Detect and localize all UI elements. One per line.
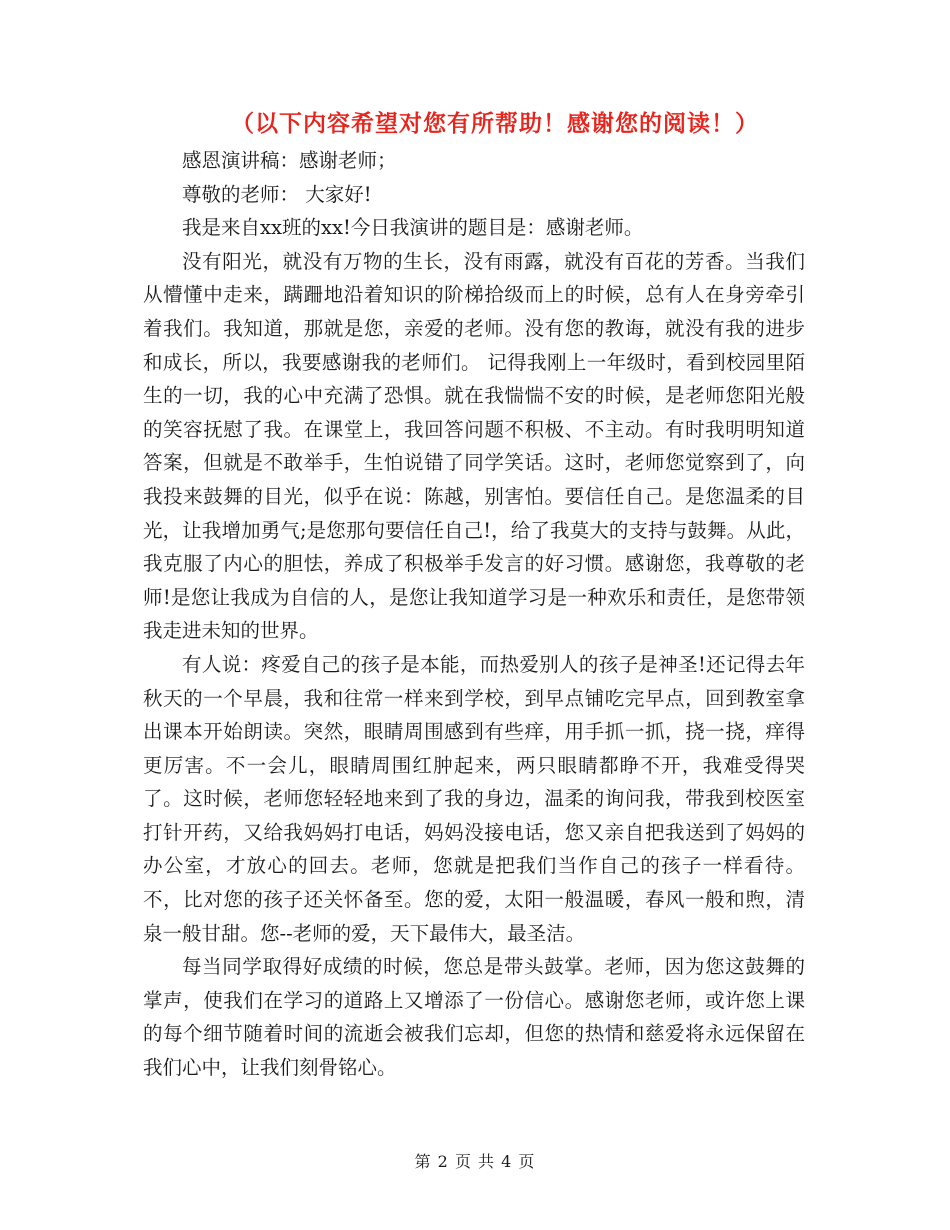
paragraph-2: 有人说：疼爱自己的孩子是本能，而热爱别人的孩子是神圣!还记得去年秋天的一个早晨，我和往常一样来到学校，到早点铺吃完早点，回到教室拿出课本开始朗读。突然，眼睛周围感到有些痒，用手抓一抓，挠一挠，痒得更厉害。不一会儿，眼睛周围红肿起来，两只眼睛都睁不开，我难受得哭了。这时候，老师您轻轻地来到了我的身边，温柔的询问我，带我到校医室打针开药，又给我妈妈打电话，妈妈没接电话，您又亲自把我送到了妈妈的办公室，才放心的回去。老师，您就是把我们当作自己的孩子一样看待。不，比对您的孩子还关怀备至。您的爱，太阳一般温暖，春风一般和煦，清泉一般甘甜。您--老师的爱，天下最伟大，最圣洁。 (143, 652, 805, 945)
greeting-line: 尊敬的老师： 大家好! (182, 182, 372, 206)
page-number-footer: 第 2 页 共 4 页 (414, 1152, 536, 1171)
header-banner: （以下内容希望对您有所帮助！感谢您的阅读！） (231, 110, 759, 137)
title-line: 感恩演讲稿：感谢老师； (182, 149, 397, 172)
paragraph-3: 每当同学取得好成绩的时候，您总是带头鼓掌。老师，因为您这鼓舞的掌声，使我们在学习的道路上又增添了一份信心。感谢您老师，或许您上课的每个细节随着时间的流逝会被我们忘却，但您的热情和慈爱将永远保留在我们心中，让我们刻骨铭心。 (143, 955, 805, 1080)
document-body (143, 144, 805, 1085)
paragraph-1: 没有阳光，就没有万物的生长，没有雨露，就没有百花的芳香。当我们从懵懂中走来，蹒跚地沿着知识的阶梯拾级而上的时候，总有人在身旁牵引着我们。我知道，那就是您，亲爱的老师。没有您的教诲，就没有我的进步和成长，所以，我要感谢我的老师们。 记得我刚上一年级时，看到校园里陌生的一切，我的心中充满了恐惧。就在我惴惴不安的时候，是老师您阳光般的笑容抚慰了我。在课堂上，我回答问题不积极、不主动。有时我明明知道答案，但就是不敢举手，生怕说错了同学笑话。这时，老师您觉察到了，向我投来鼓舞的目光，似乎在说：陈越，别害怕。要信任自己。是您温柔的目光，让我增加勇气;是您那句要信任自己!，给了我莫大的支持与鼓舞。从此，我克服了内心的胆怯，养成了积极举手发言的好习惯。感谢您，我尊敬的老师!是您让我成为自信的人，是您让我知道学习是一种欢乐和责任，是您带领我走进未知的世界。 (143, 249, 805, 643)
intro-line: 我是来自xx班的xx!今日我演讲的题目是：感谢老师。 (182, 216, 644, 240)
